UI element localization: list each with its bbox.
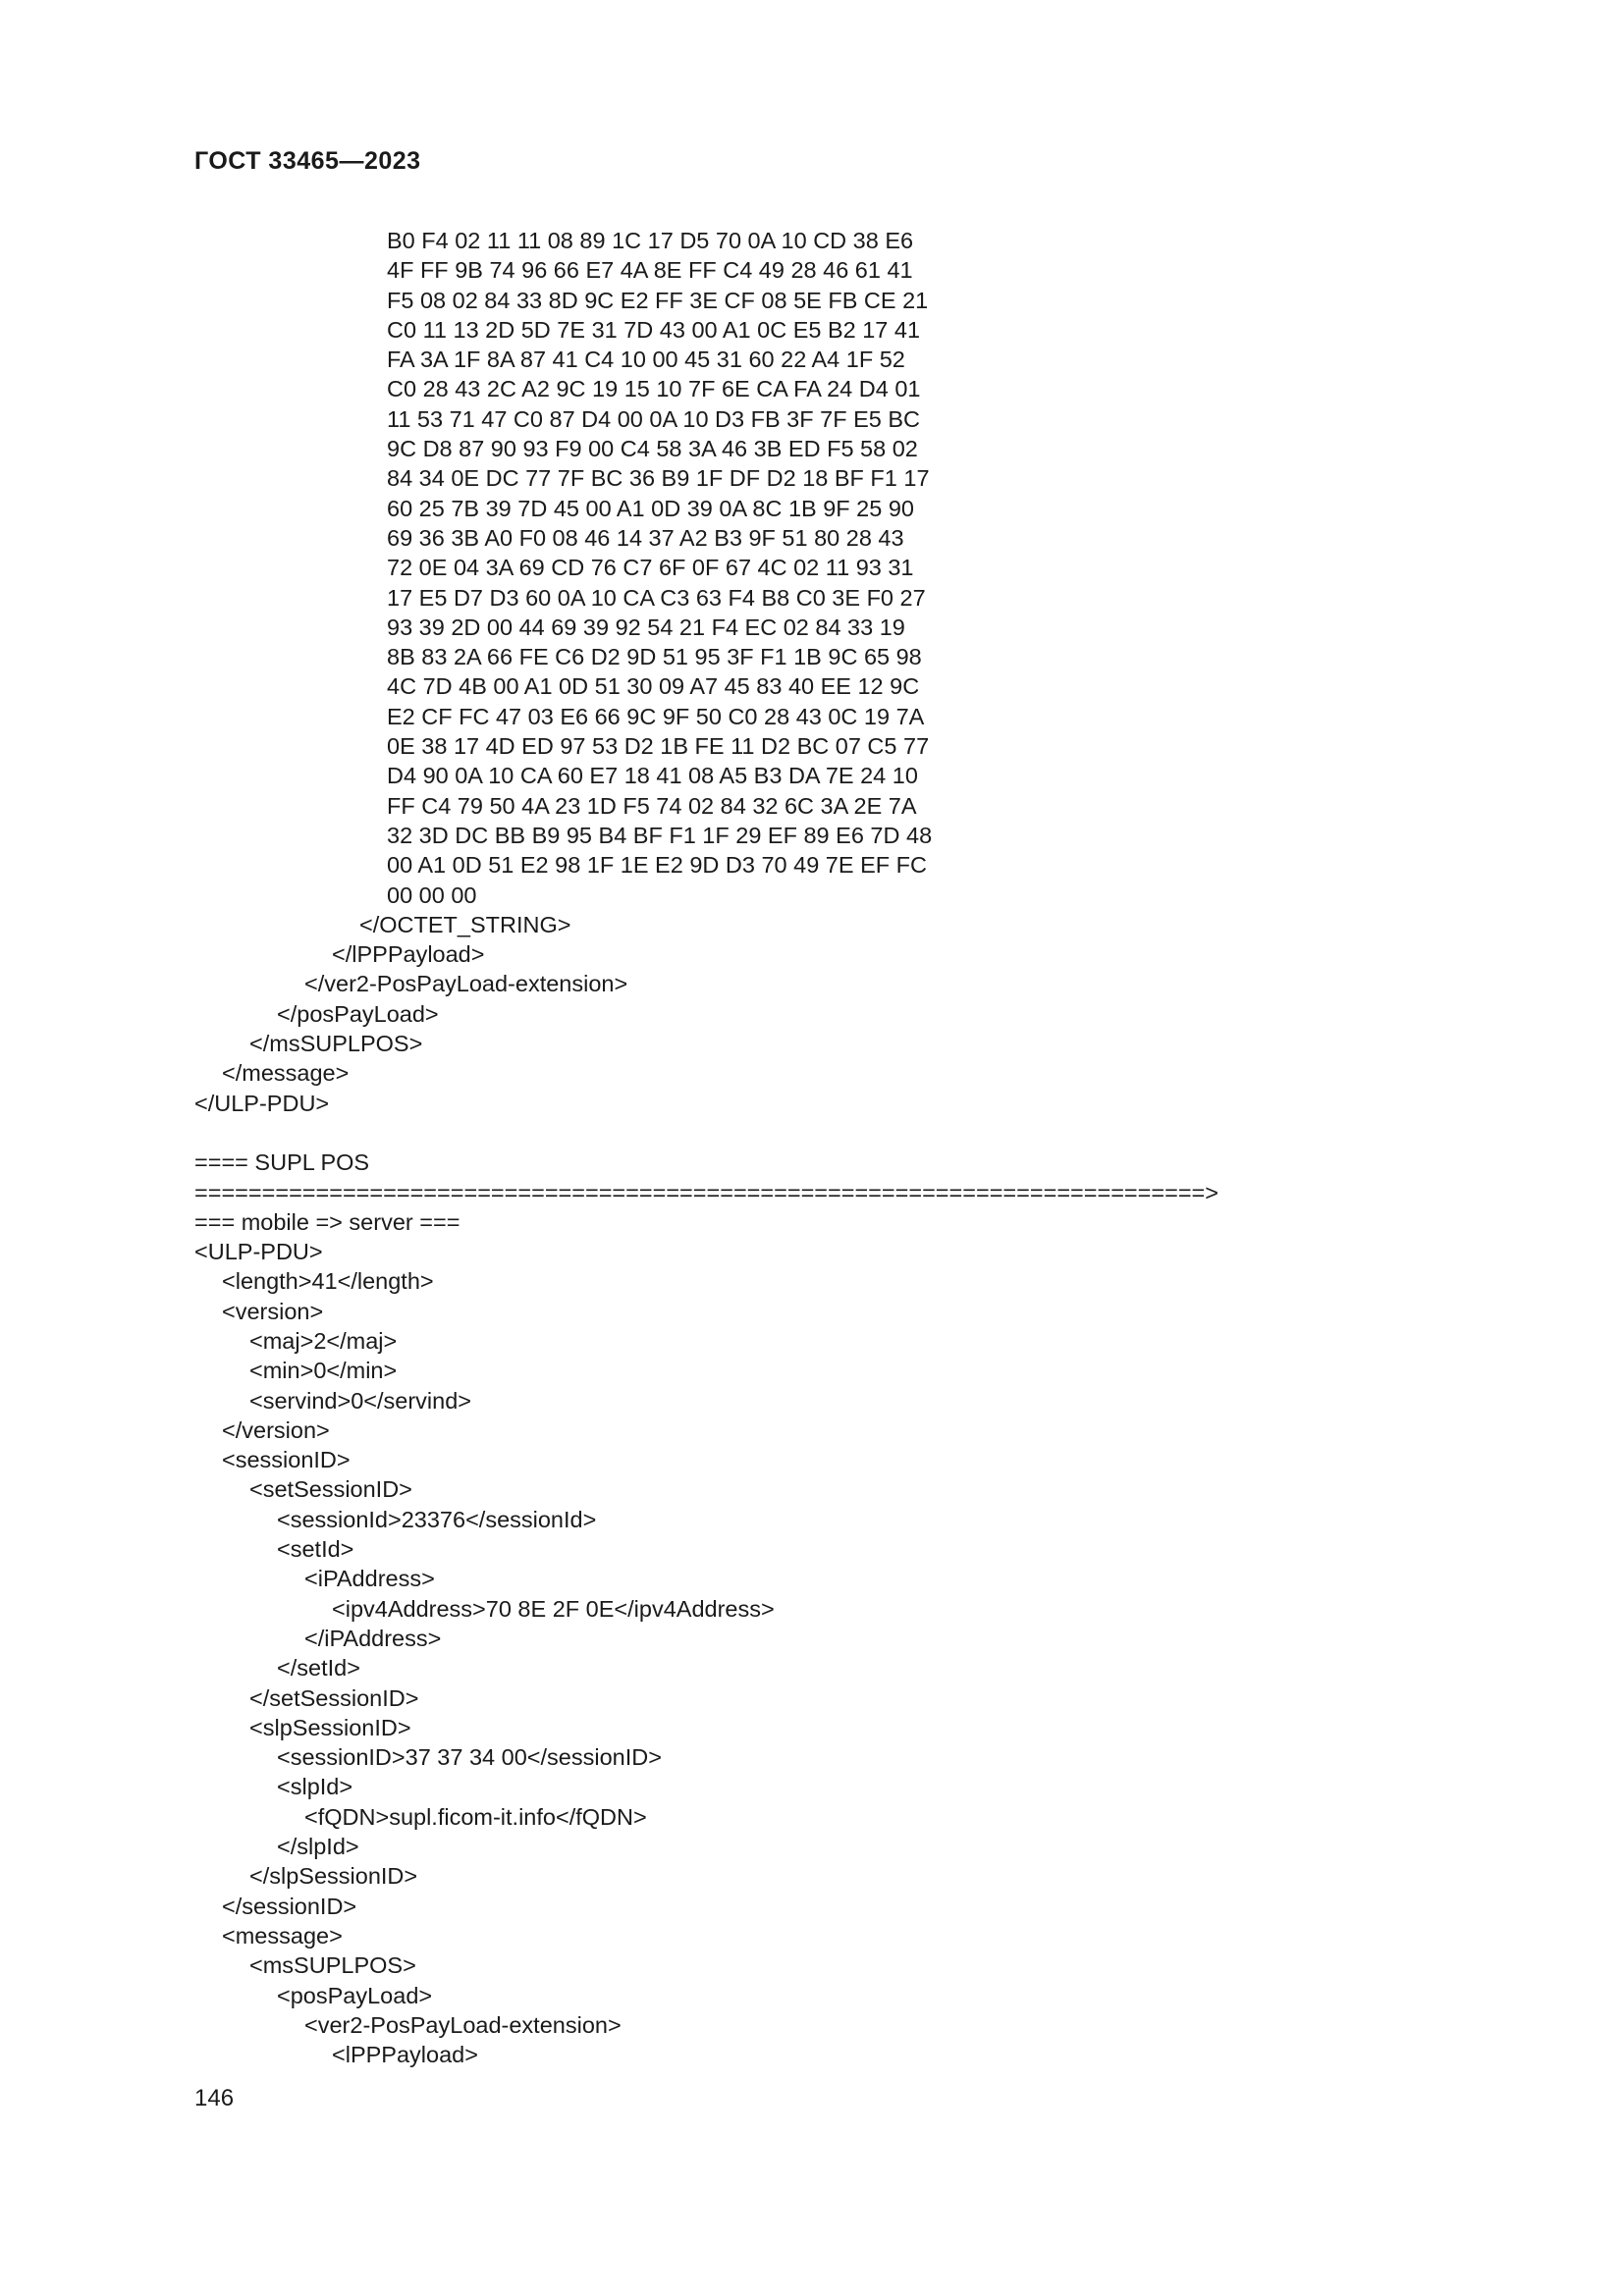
code-line: </setSessionID> (249, 1684, 419, 1711)
code-line: C0 11 13 2D 5D 7E 31 7D 43 00 A1 0C E5 B2 17 41 (387, 316, 921, 343)
code-line: 4F FF 9B 74 96 66 E7 4A 8E FF C4 49 28 46 61 41 (387, 257, 913, 284)
page-number: 146 (194, 2085, 235, 2111)
code-line: <slpId> (277, 1774, 353, 1800)
code-line: <ver2-PosPayLoad-extension> (304, 2011, 622, 2038)
code-line: </posPayLoad> (277, 1000, 439, 1027)
code-line: 11 53 71 47 C0 87 D4 00 0A 10 D3 FB 3F 7F E5 BC (387, 405, 921, 432)
code-line: E2 CF FC 47 03 E6 66 9C 9F 50 C0 28 43 0C 19 7A (387, 703, 925, 729)
code-line: F5 08 02 84 33 8D 9C E2 FF 3E CF 08 5E FB CE 21 (387, 287, 929, 313)
code-line: 72 0E 04 3A 69 CD 76 C7 6F 0F 67 4C 02 11 93 31 (387, 555, 914, 581)
code-line: </OCTET_STRING> (359, 911, 571, 937)
code-line: D4 90 0A 10 CA 60 E7 18 41 08 A5 B3 DA 7E 24 10 (387, 763, 918, 789)
code-line: <min>0</min> (249, 1358, 398, 1384)
code-line: </lPPPayload> (332, 941, 485, 968)
code-line: </ver2-PosPayLoad-extension> (304, 971, 628, 997)
code-line: <msSUPLPOS> (249, 1952, 416, 1979)
code-line: <iPAddress> (304, 1566, 435, 1592)
code-line: 93 39 2D 00 44 69 39 92 54 21 F4 EC 02 84 33 19 (387, 614, 905, 640)
code-line: 9C D8 87 90 93 F9 00 C4 58 3A 46 3B ED F5 58 02 (387, 436, 918, 462)
code-line: C0 28 43 2C A2 9C 19 15 10 7F 6E CA FA 24 D4 01 (387, 376, 921, 402)
code-line: </slpId> (277, 1834, 359, 1860)
code-line: ===========================================================================> (194, 1179, 1218, 1205)
code-listing (194, 226, 1432, 2069)
code-line: <ipv4Address>70 8E 2F 0E</ipv4Address> (332, 1595, 775, 1622)
code-line: 32 3D DC BB B9 95 B4 BF F1 1F 29 EF 89 E6 7D 48 (387, 822, 933, 848)
code-line: <setSessionID> (249, 1476, 412, 1503)
code-line: <ULP-PDU> (194, 1239, 323, 1265)
code-line: <message> (222, 1922, 343, 1949)
code-line: 8B 83 2A 66 FE C6 D2 9D 51 95 3F F1 1B 9C 65 98 (387, 644, 922, 670)
code-line: 84 34 0E DC 77 7F BC 36 B9 1F DF D2 18 BF F1 17 (387, 465, 930, 492)
code-line: 4C 7D 4B 00 A1 0D 51 30 09 A7 45 83 40 EE 12 9C (387, 673, 920, 700)
code-line: <length>41</length> (222, 1268, 434, 1295)
code-line: 0E 38 17 4D ED 97 53 D2 1B FE 11 D2 BC 07 C5 77 (387, 733, 930, 760)
document-header: ГОСТ 33465—2023 (194, 147, 421, 175)
code-line: </sessionID> (222, 1893, 357, 1919)
code-line: 60 25 7B 39 7D 45 00 A1 0D 39 0A 8C 1B 9F 25 90 (387, 495, 914, 521)
code-line: <posPayLoad> (277, 1982, 433, 2008)
code-line: </msSUPLPOS> (249, 1031, 423, 1057)
code-line: <fQDN>supl.ficom-it.info</fQDN> (304, 1803, 647, 1830)
code-line: 17 E5 D7 D3 60 0A 10 CA C3 63 F4 B8 C0 3E F0 27 (387, 584, 926, 611)
code-line (194, 1118, 1432, 1148)
code-line: <servind>0</servind> (249, 1387, 472, 1414)
code-line: <lPPPayload> (332, 2042, 478, 2068)
code-line: <sessionId>23376</sessionId> (277, 1506, 597, 1532)
code-line: 69 36 3B A0 F0 08 46 14 37 A2 B3 9F 51 80 28 43 (387, 524, 904, 551)
code-line: B0 F4 02 11 11 08 89 1C 17 D5 70 0A 10 CD 38 E6 (387, 228, 914, 253)
code-line: <setId> (277, 1536, 354, 1563)
code-line: === mobile => server === (194, 1208, 460, 1235)
code-line: </message> (222, 1060, 350, 1087)
code-line: </version> (222, 1416, 330, 1443)
code-line: FA 3A 1F 8A 87 41 C4 10 00 45 31 60 22 A4 1F 52 (387, 347, 905, 373)
code-line: </iPAddress> (304, 1625, 442, 1651)
code-line: 00 A1 0D 51 E2 98 1F 1E E2 9D D3 70 49 7E EF FC (387, 852, 927, 879)
code-line: <version> (222, 1298, 324, 1324)
code-line: <maj>2</maj> (249, 1327, 398, 1354)
code-line: <sessionID>37 37 34 00</sessionID> (277, 1744, 662, 1771)
code-line: <slpSessionID> (249, 1714, 411, 1740)
code-line: </setId> (277, 1655, 360, 1682)
code-line: ==== SUPL POS (194, 1149, 370, 1176)
code-line: <sessionID> (222, 1447, 351, 1473)
code-line: 00 00 00 (387, 881, 477, 908)
code-line: </slpSessionID> (249, 1863, 418, 1890)
code-line: FF C4 79 50 4A 23 1D F5 74 02 84 32 6C 3A 2E 7A (387, 792, 917, 819)
code-line: </ULP-PDU> (194, 1090, 330, 1116)
